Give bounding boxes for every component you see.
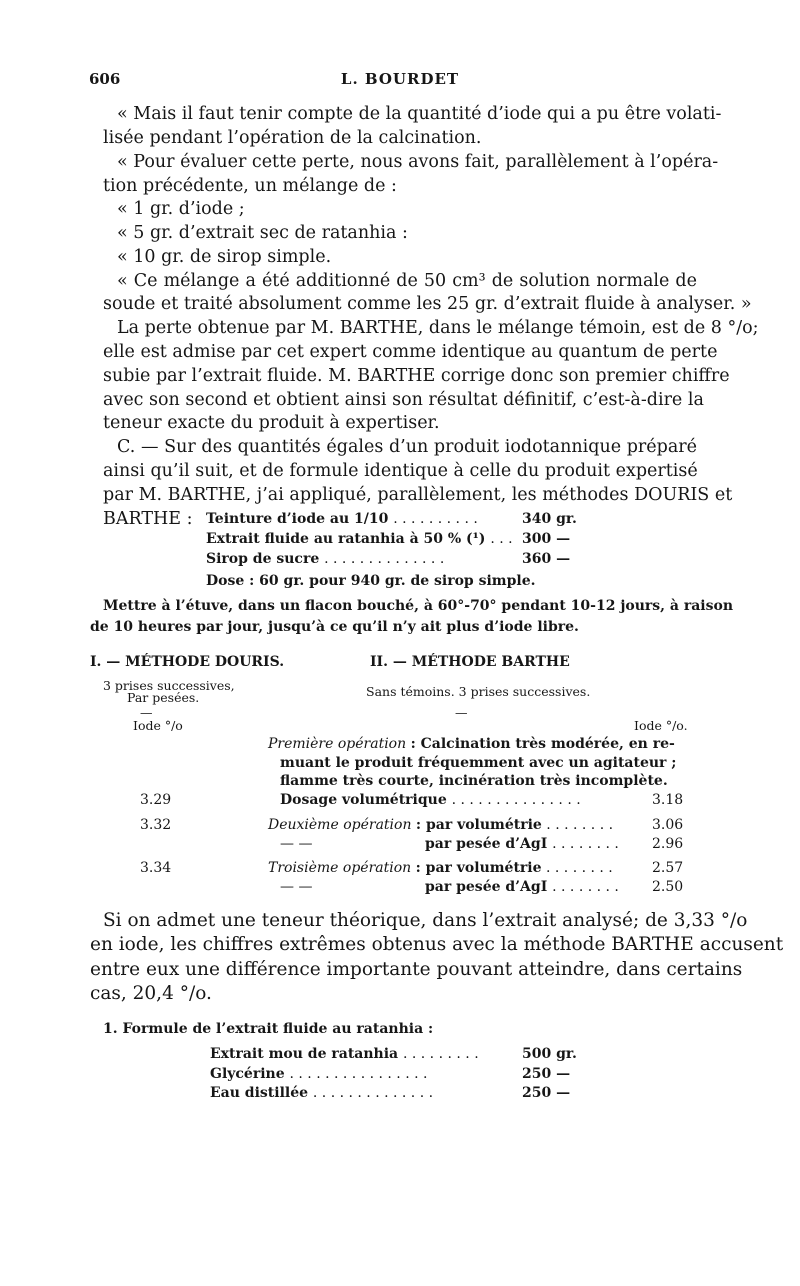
footnote-value: 250 — [522, 1066, 571, 1082]
leader-dots: . . . . . . . . . . . . . . [324, 551, 445, 567]
formula-label: Sirop de sucre [206, 551, 320, 567]
formula-value: 300 — [522, 531, 571, 547]
barthe-value: 2.50 [652, 879, 684, 895]
operation-label: Première opération [268, 736, 407, 752]
method-barthe-title: II. — MÉTHODE BARTHE [370, 654, 570, 670]
column-header-iode-left: Iode °/o [133, 718, 183, 733]
douris-value: 3.32 [140, 817, 172, 833]
text-line: « 1 gr. d’iode ; [117, 199, 245, 219]
leader-dots: . . . . . . . . . . . . . . . [451, 792, 581, 808]
result-row [425, 879, 619, 895]
text-line: « 5 gr. d’extrait sec de ratanhia : [117, 223, 408, 243]
text-line: elle est admise par cet expert comme identique au quantum de perte [103, 342, 718, 362]
operation-description: : Calcination très modérée, en re- [410, 736, 675, 752]
leader-dots: . . . . . . . . [552, 879, 619, 895]
dose-line: Dose : 60 gr. pour 940 gr. de sirop simple. [206, 573, 536, 589]
result-row [425, 836, 619, 852]
text-line: teneur exacte du produit à expertiser. [103, 413, 440, 433]
leader-dots: . . . . . . . . [546, 860, 613, 876]
barthe-value: 3.06 [652, 817, 684, 833]
text-line: BARTHE : [103, 509, 193, 529]
page-number: 606 [89, 70, 121, 88]
text-line: entre eux une différence importante pouvant atteindre, dans certains [90, 959, 743, 980]
text-line: Si on admet une teneur théorique, dans l’extrait analysé; de 3,33 °/o [103, 910, 748, 931]
text-line: lisée pendant l’opération de la calcination. [103, 128, 482, 148]
leader-dots: . . . . . . . . . [402, 1046, 479, 1062]
leader-dots: . . . . . . . . . . . . . . . . [289, 1066, 428, 1082]
result-label: : par volumétrie [415, 860, 542, 876]
footnote-value: 250 — [522, 1085, 571, 1101]
formula-value: 340 gr. [522, 511, 577, 527]
formula-label: Extrait fluide au ratanhia à 50 % (¹) [206, 531, 486, 547]
text-line: soude et traité absolument comme les 25 gr. d’extrait fluide à analyser. » [103, 294, 752, 314]
method-douris-subtitle: Par pesées. [127, 690, 200, 705]
footnote-title: 1. Formule de l’extrait fluide au ratanhia : [103, 1021, 434, 1037]
formula-row [206, 511, 478, 527]
douris-value: 3.29 [140, 792, 172, 808]
leader-dots: . . . . . . . . [552, 836, 619, 852]
barthe-value: 2.96 [652, 836, 684, 852]
text-line: C. — Sur des quantités égales d’un produit iodotannique préparé [117, 437, 697, 457]
text-line: par M. BARTHE, j’ai appliqué, parallèlement, les méthodes DOURIS et [103, 485, 733, 505]
leader-dots: . . . [490, 531, 513, 547]
text-line: tion précédente, un mélange de : [103, 176, 397, 196]
footnote-label: Eau distillée [210, 1085, 309, 1101]
result-row [268, 860, 613, 876]
operation-label: Troisième opération [268, 860, 412, 876]
result-label: par pesée d’AgI [425, 879, 548, 895]
method-douris-title: I. — MÉTHODE DOURIS. [90, 654, 285, 670]
operation-description: muant le produit fréquemment avec un agitateur ; [280, 755, 677, 771]
text-line: « Ce mélange a été additionné de 50 cm³ de solution normale de [117, 271, 697, 291]
divider-dash: — [140, 705, 153, 720]
footnote-row [210, 1046, 479, 1062]
result-row [280, 792, 581, 808]
formula-row [206, 531, 513, 547]
text-line: en iode, les chiffres extrêmes obtenus avec la méthode BARTHE accusent [90, 934, 784, 955]
formula-value: 360 — [522, 551, 571, 567]
first-operation-line [268, 736, 675, 752]
text-line: « Mais il faut tenir compte de la quantité d’iode qui a pu être volati- [117, 104, 722, 124]
leader-dots: . . . . . . . . . . . . . . [312, 1085, 434, 1101]
text-line: avec son second et obtient ainsi son résultat définitif, c’est-à-dire la [103, 390, 704, 410]
text-line: « 10 gr. de sirop simple. [117, 247, 332, 267]
running-title: L. BOURDET [340, 70, 460, 88]
text-line: subie par l’extrait fluide. M. BARTHE corrige donc son premier chiffre [103, 366, 730, 386]
result-row [268, 817, 613, 833]
formula-label: Teinture d’iode au 1/10 [206, 511, 389, 527]
ditto-marks: — — [280, 836, 313, 852]
footnote-value: 500 gr. [522, 1046, 577, 1062]
footnote-row [210, 1066, 427, 1082]
ditto-marks: — — [280, 879, 313, 895]
barthe-value: 3.18 [652, 792, 684, 808]
text-line: cas, 20,4 °/o. [90, 983, 212, 1004]
text-line: Mettre à l’étuve, dans un flacon bouché, à 60°-70° pendant 10-12 jours, à raison [103, 598, 734, 614]
barthe-value: 2.57 [652, 860, 684, 876]
douris-value: 3.34 [140, 860, 172, 876]
footnote-row [210, 1085, 433, 1101]
footnote-label: Extrait mou de ratanhia [210, 1046, 399, 1062]
formula-row [206, 551, 444, 567]
result-label: : par volumétrie [415, 817, 542, 833]
text-line: La perte obtenue par M. BARTHE, dans le mélange témoin, est de 8 °/o; [117, 318, 759, 338]
divider-dash: — [455, 705, 468, 720]
text-line: « Pour évaluer cette perte, nous avons fait, parallèlement à l’opéra- [117, 152, 719, 172]
footnote-label: Glycérine [210, 1066, 285, 1082]
result-label: Dosage volumétrique [280, 792, 447, 808]
column-header-iode-right: Iode °/o. [634, 718, 688, 733]
operation-description: flamme très courte, incinération très incomplète. [280, 773, 668, 789]
text-line: de 10 heures par jour, jusqu’à ce qu’il n’y ait plus d’iode libre. [90, 619, 579, 635]
method-barthe-subtitle: Sans témoins. 3 prises successives. [366, 684, 591, 699]
leader-dots: . . . . . . . . . . [393, 511, 478, 527]
leader-dots: . . . . . . . . [546, 817, 614, 833]
operation-label: Deuxième opération [268, 817, 412, 833]
method-douris-subtitle: 3 prises successives, [103, 678, 235, 693]
result-label: par pesée d’AgI [425, 836, 548, 852]
text-line: ainsi qu’il suit, et de formule identique à celle du produit expertisé [103, 461, 698, 481]
